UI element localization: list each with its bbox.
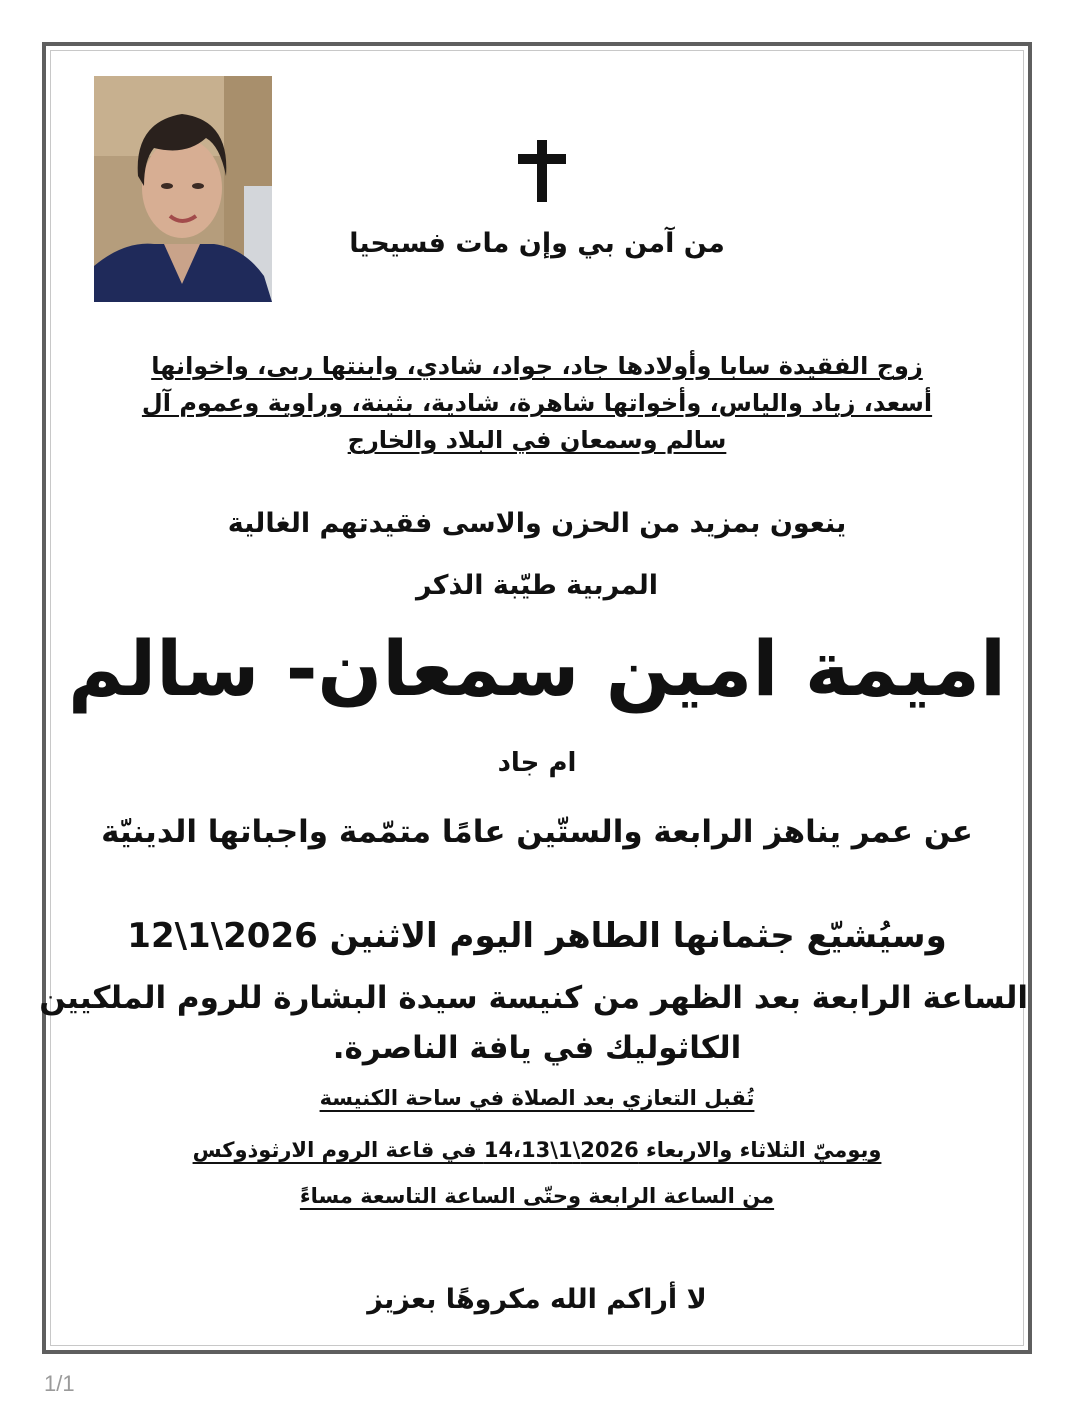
portrait-photo [94, 76, 272, 302]
funeral-announcement: وسيُشيّع جثمانها الطاهر اليوم الاثنين 2026\1\12 [127, 916, 947, 956]
deceased-nickname: ام جاد [497, 748, 577, 778]
closing-phrase: لا أراكم الله مكروهًا بعزيز [367, 1284, 707, 1315]
page-counter: 1/1 [44, 1371, 75, 1396]
cross-icon [518, 140, 566, 202]
funeral-time-line-1: الساعة الرابعة بعد الظهر من كنيسة سيدة البشارة للروم الملكيين [39, 980, 1028, 1016]
condolence-line-3: من الساعة الرابعة وحتّى الساعة التاسعة مساءً [299, 1184, 775, 1208]
funeral-time-line-2: الكاثوليك في يافة الناصرة. [332, 1030, 742, 1066]
condolence-line-2: ويوميّ الثلاثاء والاربعاء 2026\1\14،13 في قاعة الروم الارثوذوكس [192, 1138, 882, 1162]
deceased-title: المربية طيّبة الذكر [416, 570, 658, 601]
document-page [39, 42, 1032, 1354]
condolence-line-1: تُقبل التعازي بعد الصلاة في ساحة الكنيسة [319, 1086, 755, 1110]
age-statement: عن عمر يناهز الرابعة والستّين عامًا متمّمة واجباتها الدينيّة [101, 814, 973, 850]
mourning-statement: ينعون بمزيد من الحزن والاسى فقيدتهم الغالية [227, 508, 847, 539]
bible-verse: من آمن بي وإن مات فسيحيا [349, 228, 725, 259]
family-members-text: زوج الفقيدة سابا وأولادها جاد، جواد، شادي، وابنتها ربى، واخوانها أسعد، زياد والياس، وأخواتها شاهرة، شادية، بثينة، وراوية وعموم آل سالم وسمعان في البلاد والخارج [141, 352, 933, 454]
deceased-name: اميمة امين سمعان- سالم [67, 624, 1006, 713]
